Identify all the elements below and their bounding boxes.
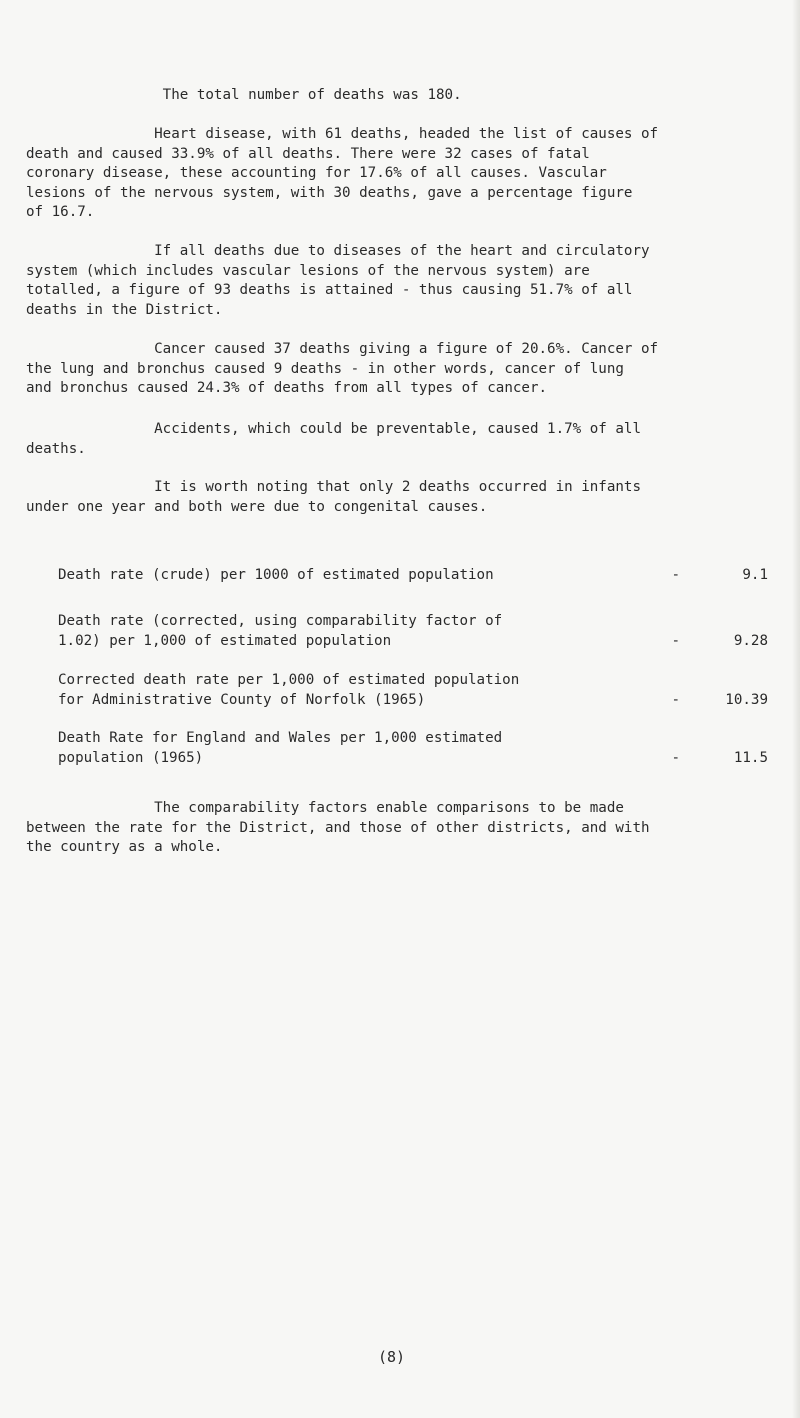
rate-row-norfolk <box>58 671 768 710</box>
rate-dash: - <box>671 632 680 649</box>
rate-label: Death Rate for England and Wales per 1,000 estimated population (1965) <box>58 730 503 766</box>
rate-label: Corrected death rate per 1,000 of estimated population for Administrative County of Norfolk (1965) <box>58 672 520 708</box>
rate-value: 10.39 <box>725 691 768 708</box>
paragraph-comparability: The comparability factors enable comparisons to be made between the rate for the District, and those of other districts, and with the country as a whole. <box>26 800 650 855</box>
rate-row-corrected <box>58 612 768 651</box>
rate-row-crude <box>58 566 768 586</box>
paragraph-cancer: Cancer caused 37 deaths giving a figure of 20.6%. Cancer of the lung and bronchus caused 9 deaths - in other words, cancer of lung and bronchus caused 24.3% of deaths from all types of cancer. <box>26 341 659 396</box>
rate-value: 11.5 <box>733 749 768 766</box>
rate-dash: - <box>671 691 680 708</box>
rate-dash: - <box>671 749 680 766</box>
rate-label: Death rate (crude) per 1000 of estimated population <box>58 567 494 583</box>
rate-value: 9.28 <box>733 632 768 649</box>
page-number: (8) <box>378 1348 406 1366</box>
rate-dash: - <box>671 567 680 583</box>
paragraph-circulatory-system: If all deaths due to diseases of the heart and circulatory system (which includes vascular lesions of the nervous system) are totalled, a figure of 93 deaths is attained - thus causing 51.7% of all deaths in the District. <box>26 243 650 318</box>
paragraph-heart-disease: Heart disease, with 61 deaths, headed the list of causes of death and caused 33.9% of all deaths. There were 32 cases of fatal coronary disease, these accounting for 17.6% of all causes. Vascular lesions of the nervous system, with 30 deaths, gave a percentage figure of 16.7. <box>26 126 659 220</box>
paragraph-accidents: Accidents, which could be preventable, caused 1.7% of all deaths. <box>26 421 641 457</box>
rate-label: Death rate (corrected, using comparability factor of 1.02) per 1,000 of estimated population <box>58 613 503 649</box>
page-edge <box>792 0 800 1418</box>
paragraph-infant-deaths: It is worth noting that only 2 deaths occurred in infants under one year and both were due to congenital causes. <box>26 479 641 515</box>
rate-value: 9.1 <box>742 567 768 583</box>
paragraph-total-deaths: The total number of deaths was 180. <box>26 87 462 103</box>
rate-row-england-wales <box>58 729 768 768</box>
